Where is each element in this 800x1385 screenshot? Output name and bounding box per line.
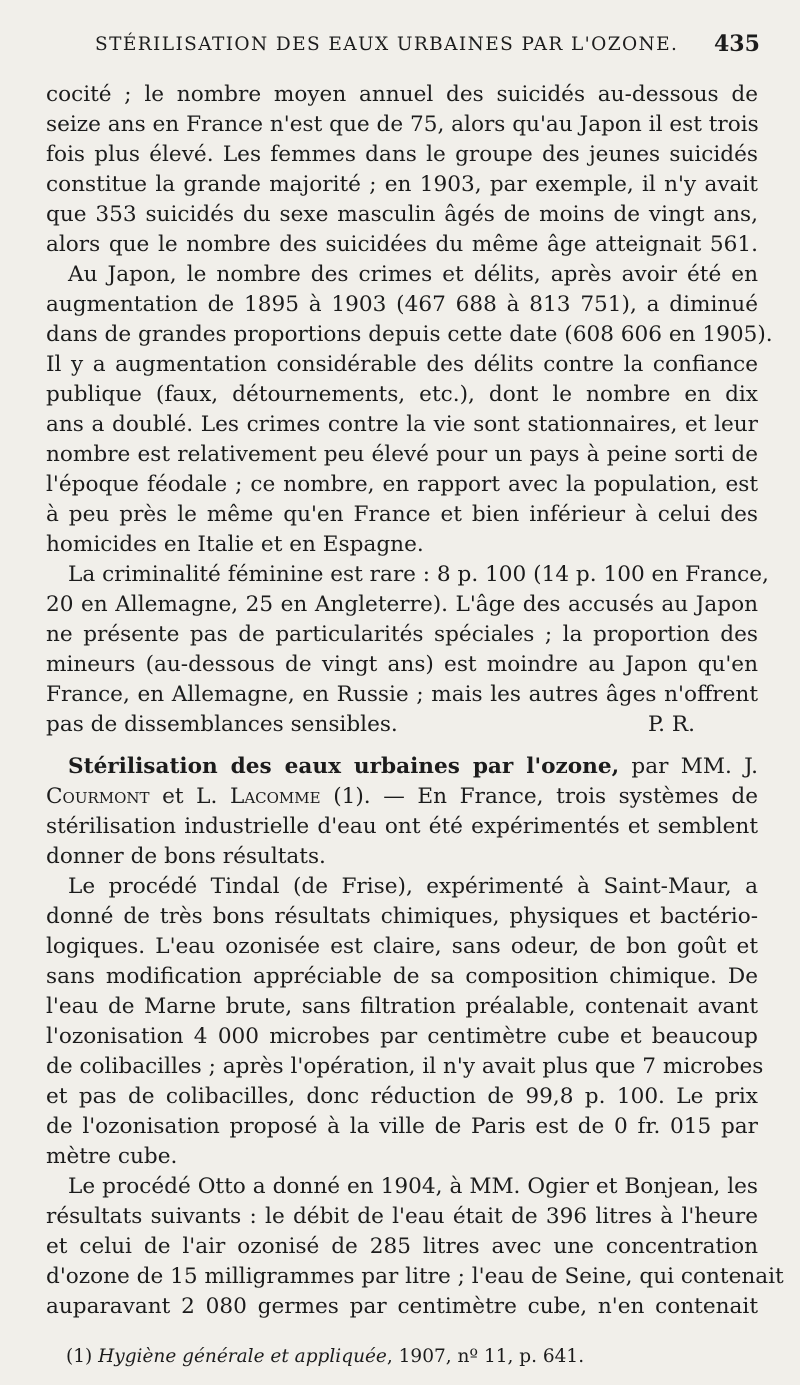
running-title: STÉRILISATION DES EAUX URBAINES PAR L'OZONE. xyxy=(95,34,679,55)
text-line: de colibacilles ; après l'opération, il n'y avait plus que 7 microbes xyxy=(46,1054,764,1079)
text-line: et celui de l'air ozonisé de 285 litres avec une concentration xyxy=(46,1234,758,1259)
page-number: 435 xyxy=(714,31,760,57)
text-line: seize ans en France n'est que de 75, alors qu'au Japon il est trois xyxy=(46,112,759,137)
footnote-journal: Hygiène générale et appliquée xyxy=(98,1346,387,1367)
text-line: Au Japon, le nombre des crimes et délits, après avoir été en xyxy=(68,262,758,287)
text-line: logiques. L'eau ozonisée est claire, sans odeur, de bon goût et xyxy=(46,934,758,959)
text-line: à peu près le même qu'en France et bien inférieur à celui des xyxy=(46,502,758,527)
text-line: auparavant 2 080 germes par centimètre cube, n'en contenait xyxy=(46,1294,758,1319)
text-line xyxy=(46,710,758,740)
text-line: résultats suivants : le débit de l'eau était de 396 litres à l'heure xyxy=(46,1204,758,1229)
author-name: Lacomme xyxy=(229,784,321,809)
text-line: de l'ozonisation proposé à la ville de Paris est de 0 fr. 015 par xyxy=(46,1114,758,1139)
text-line: donné de très bons résultats chimiques, physiques et bactério- xyxy=(46,904,758,929)
section-authors-prefix: par MM. J. xyxy=(631,754,758,779)
text-line: La criminalité féminine est rare : 8 p. 100 (14 p. 100 en France, xyxy=(68,562,769,587)
text-line: ne présente pas de particularités spéciales ; la proportion des xyxy=(46,622,758,647)
text-line: mineurs (au-dessous de vingt ans) est moindre au Japon qu'en xyxy=(46,652,758,677)
text-line: mètre cube. xyxy=(46,1144,178,1169)
text-line: stérilisation industrielle d'eau ont été expérimentés et semblent xyxy=(46,814,758,839)
footnote-number: (1) xyxy=(66,1346,93,1367)
text-line: l'ozonisation 4 000 microbes par centimètre cube et beaucoup xyxy=(46,1024,758,1049)
text-line-content: pas de dissemblances sensibles. xyxy=(46,712,398,737)
text-line: France, en Allemagne, en Russie ; mais les autres âges n'offrent xyxy=(46,682,758,707)
footnote xyxy=(66,1346,584,1367)
footnote-reference: , 1907, nº 11, p. 641. xyxy=(386,1346,585,1367)
text-line: fois plus élevé. Les femmes dans le groupe des jeunes suicidés xyxy=(46,142,758,167)
text-line: dans de grandes proportions depuis cette date (608 606 en 1905). xyxy=(46,322,773,347)
text-line: Le procédé Otto a donné en 1904, à MM. Ogier et Bonjean, les xyxy=(68,1174,758,1199)
text-line: nombre est relativement peu élevé pour un pays à peine sorti de xyxy=(46,442,758,467)
text-line: Il y a augmentation considérable des délits contre la confiance xyxy=(46,352,758,377)
text-line: ans a doublé. Les crimes contre la vie sont stationnaires, et leur xyxy=(46,412,758,437)
section-authors-line xyxy=(46,782,758,812)
page-header xyxy=(0,31,800,64)
text-line: sans modification appréciable de sa composition chimique. De xyxy=(46,964,758,989)
text-line: l'eau de Marne brute, sans filtration préalable, contenait avant xyxy=(46,994,758,1019)
section-heading-line xyxy=(68,752,758,782)
text-line: donner de bons résultats. xyxy=(46,844,326,869)
text-line: constitue la grande majorité ; en 1903, par exemple, il n'y avait xyxy=(46,172,758,197)
text-line: publique (faux, détournements, etc.), dont le nombre en dix xyxy=(46,382,758,407)
text-line: 20 en Allemagne, 25 en Angleterre). L'âge des accusés au Japon xyxy=(46,592,758,617)
author-name: Courmont xyxy=(46,784,150,809)
text-line: et pas de colibacilles, donc réduction de 99,8 p. 100. Le prix xyxy=(46,1084,758,1109)
author-signature: P. R. xyxy=(648,712,696,737)
text-line: d'ozone de 15 milligrammes par litre ; l'eau de Seine, qui contenait xyxy=(46,1264,784,1289)
text-line: augmentation de 1895 à 1903 (467 688 à 813 751), a diminué xyxy=(46,292,758,317)
section-title: Stérilisation des eaux urbaines par l'ozone, xyxy=(68,754,620,779)
text-line: homicides en Italie et en Espagne. xyxy=(46,532,424,557)
text-line: alors que le nombre des suicidées du même âge atteignait 561. xyxy=(46,232,758,257)
text-line: que 353 suicidés du sexe masculin âgés de moins de vingt ans, xyxy=(46,202,758,227)
footnote-ref-line: (1). — En France, trois systèmes de xyxy=(333,784,758,809)
text-line: Le procédé Tindal (de Frise), expérimenté à Saint-Maur, a xyxy=(68,874,758,899)
author-connector: et L. xyxy=(162,784,218,809)
text-line: cocité ; le nombre moyen annuel des suicidés au-dessous de xyxy=(46,82,758,107)
text-line: l'époque féodale ; ce nombre, en rapport avec la population, est xyxy=(46,472,758,497)
